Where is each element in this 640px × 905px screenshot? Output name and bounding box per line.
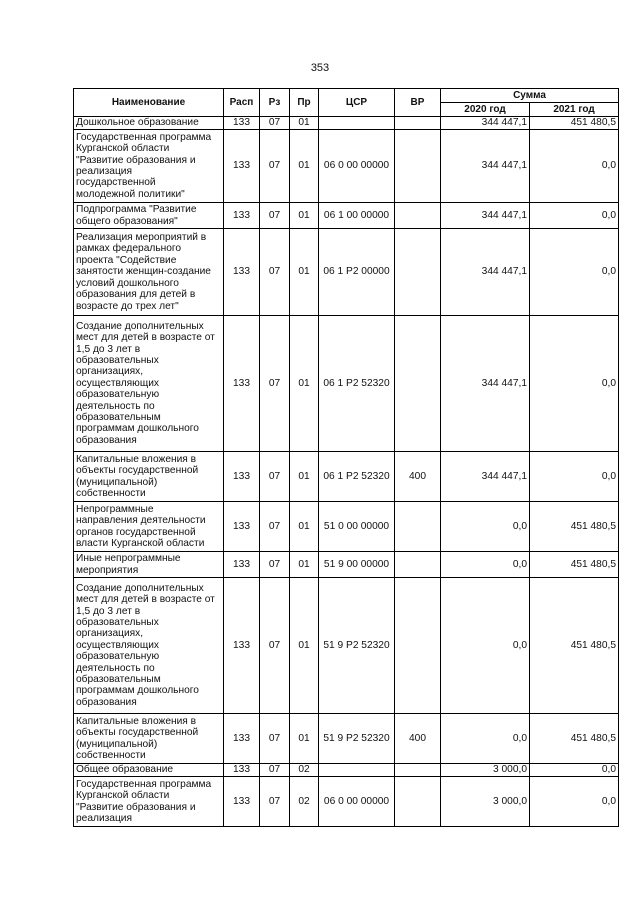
row-rz: 07 bbox=[260, 714, 290, 764]
table-row bbox=[74, 203, 619, 229]
row-sum-2020: 344 447,1 bbox=[441, 203, 530, 229]
row-rz: 07 bbox=[260, 130, 290, 203]
row-vr bbox=[395, 777, 441, 827]
row-name: Дошкольное образование bbox=[74, 117, 224, 130]
row-csr: 06 0 00 00000 bbox=[319, 130, 395, 203]
row-rasp: 133 bbox=[224, 316, 260, 452]
row-sum-2020: 344 447,1 bbox=[441, 117, 530, 130]
row-sum-2021: 451 480,5 bbox=[530, 117, 619, 130]
row-name: Создание дополнительных мест для детей в возрасте от 1,5 до 3 лет в образовательных организациях, осуществляющих образовательную деятельность по образовательным программам дошкольного образования bbox=[74, 316, 224, 452]
row-sum-2020: 3 000,0 bbox=[441, 764, 530, 777]
row-pr: 01 bbox=[290, 552, 319, 578]
row-sum-2021: 451 480,5 bbox=[530, 502, 619, 552]
row-pr: 02 bbox=[290, 764, 319, 777]
budget-table bbox=[73, 88, 619, 827]
row-vr bbox=[395, 316, 441, 452]
table-row bbox=[74, 578, 619, 714]
row-vr bbox=[395, 578, 441, 714]
header-pr: Пр bbox=[290, 89, 319, 117]
row-name: Государственная программа Курганской области "Развитие образования и реализация bbox=[74, 777, 224, 827]
row-sum-2021: 451 480,5 bbox=[530, 552, 619, 578]
header-rz: Рз bbox=[260, 89, 290, 117]
row-rz: 07 bbox=[260, 229, 290, 316]
row-pr: 01 bbox=[290, 316, 319, 452]
row-sum-2021: 451 480,5 bbox=[530, 578, 619, 714]
row-pr: 01 bbox=[290, 229, 319, 316]
row-csr bbox=[319, 117, 395, 130]
row-sum-2021: 0,0 bbox=[530, 777, 619, 827]
header-rasp: Расп bbox=[224, 89, 260, 117]
row-rz: 07 bbox=[260, 203, 290, 229]
row-pr: 01 bbox=[290, 578, 319, 714]
row-sum-2020: 344 447,1 bbox=[441, 452, 530, 502]
row-vr: 400 bbox=[395, 714, 441, 764]
row-rasp: 133 bbox=[224, 117, 260, 130]
row-rz: 07 bbox=[260, 552, 290, 578]
row-pr: 01 bbox=[290, 502, 319, 552]
row-pr: 01 bbox=[290, 130, 319, 203]
row-csr: 51 0 00 00000 bbox=[319, 502, 395, 552]
table-row bbox=[74, 714, 619, 764]
row-sum-2020: 344 447,1 bbox=[441, 316, 530, 452]
row-vr bbox=[395, 203, 441, 229]
table-header bbox=[74, 89, 619, 117]
header-2021: 2021 год bbox=[530, 103, 619, 117]
row-rz: 07 bbox=[260, 777, 290, 827]
row-csr bbox=[319, 764, 395, 777]
header-csr: ЦСР bbox=[319, 89, 395, 117]
row-name: Капитальные вложения в объекты государственной (муниципальной) собственности bbox=[74, 714, 224, 764]
table-row bbox=[74, 452, 619, 502]
row-pr: 01 bbox=[290, 452, 319, 502]
row-sum-2020: 0,0 bbox=[441, 552, 530, 578]
row-rasp: 133 bbox=[224, 229, 260, 316]
row-csr: 06 1 P2 52320 bbox=[319, 316, 395, 452]
table-row bbox=[74, 764, 619, 777]
table-row bbox=[74, 316, 619, 452]
row-rz: 07 bbox=[260, 316, 290, 452]
row-sum-2021: 0,0 bbox=[530, 229, 619, 316]
page-number: 353 bbox=[310, 62, 330, 74]
row-sum-2020: 344 447,1 bbox=[441, 229, 530, 316]
row-vr bbox=[395, 117, 441, 130]
row-rz: 07 bbox=[260, 452, 290, 502]
row-csr: 06 1 P2 52320 bbox=[319, 452, 395, 502]
row-vr bbox=[395, 502, 441, 552]
row-name: Иные непрограммные мероприятия bbox=[74, 552, 224, 578]
header-vr: ВР bbox=[395, 89, 441, 117]
row-sum-2020: 0,0 bbox=[441, 502, 530, 552]
table-body bbox=[74, 117, 619, 827]
table-row bbox=[74, 552, 619, 578]
row-sum-2021: 0,0 bbox=[530, 316, 619, 452]
row-csr: 51 9 P2 52320 bbox=[319, 578, 395, 714]
table-row bbox=[74, 229, 619, 316]
header-name: Наименование bbox=[74, 89, 224, 117]
row-rz: 07 bbox=[260, 117, 290, 130]
row-sum-2020: 0,0 bbox=[441, 578, 530, 714]
row-sum-2020: 3 000,0 bbox=[441, 777, 530, 827]
table-row bbox=[74, 130, 619, 203]
row-csr: 06 1 00 00000 bbox=[319, 203, 395, 229]
row-pr: 01 bbox=[290, 203, 319, 229]
row-vr bbox=[395, 552, 441, 578]
row-name: Создание дополнительных мест для детей в возрасте от 1,5 до 3 лет в образовательных организациях, осуществляющих образовательную деятельность по образовательным программам дошкольного образования bbox=[74, 578, 224, 714]
table-row bbox=[74, 117, 619, 130]
row-rasp: 133 bbox=[224, 764, 260, 777]
row-name: Общее образование bbox=[74, 764, 224, 777]
row-sum-2021: 0,0 bbox=[530, 130, 619, 203]
row-rasp: 133 bbox=[224, 502, 260, 552]
row-csr: 51 9 00 00000 bbox=[319, 552, 395, 578]
row-rasp: 133 bbox=[224, 452, 260, 502]
row-pr: 01 bbox=[290, 714, 319, 764]
row-vr bbox=[395, 764, 441, 777]
row-name: Реализация мероприятий в рамках федерального проекта "Содействие занятости женщин-создание условий дошкольного образования для детей в возрасте до трех лет" bbox=[74, 229, 224, 316]
row-pr: 01 bbox=[290, 117, 319, 130]
row-csr: 06 0 00 00000 bbox=[319, 777, 395, 827]
row-name: Капитальные вложения в объекты государственной (муниципальной) собственности bbox=[74, 452, 224, 502]
row-rasp: 133 bbox=[224, 203, 260, 229]
row-name: Государственная программа Курганской области "Развитие образования и реализация государственной молодежной политики" bbox=[74, 130, 224, 203]
row-csr: 51 9 P2 52320 bbox=[319, 714, 395, 764]
header-2020: 2020 год bbox=[441, 103, 530, 117]
row-pr: 02 bbox=[290, 777, 319, 827]
row-sum-2021: 451 480,5 bbox=[530, 714, 619, 764]
row-rasp: 133 bbox=[224, 578, 260, 714]
row-vr: 400 bbox=[395, 452, 441, 502]
row-vr bbox=[395, 229, 441, 316]
row-rz: 07 bbox=[260, 578, 290, 714]
row-rz: 07 bbox=[260, 764, 290, 777]
row-rasp: 133 bbox=[224, 714, 260, 764]
header-sum: Сумма bbox=[441, 89, 619, 103]
row-sum-2020: 344 447,1 bbox=[441, 130, 530, 203]
row-name: Непрограммные направления деятельности органов государственной власти Курганской области bbox=[74, 502, 224, 552]
row-rasp: 133 bbox=[224, 130, 260, 203]
row-rasp: 133 bbox=[224, 777, 260, 827]
row-vr bbox=[395, 130, 441, 203]
row-rasp: 133 bbox=[224, 552, 260, 578]
row-sum-2021: 0,0 bbox=[530, 452, 619, 502]
row-csr: 06 1 P2 00000 bbox=[319, 229, 395, 316]
row-sum-2021: 0,0 bbox=[530, 764, 619, 777]
table-row bbox=[74, 777, 619, 827]
row-sum-2021: 0,0 bbox=[530, 203, 619, 229]
row-name: Подпрограмма "Развитие общего образования" bbox=[74, 203, 224, 229]
row-rz: 07 bbox=[260, 502, 290, 552]
row-sum-2020: 0,0 bbox=[441, 714, 530, 764]
table-row bbox=[74, 502, 619, 552]
